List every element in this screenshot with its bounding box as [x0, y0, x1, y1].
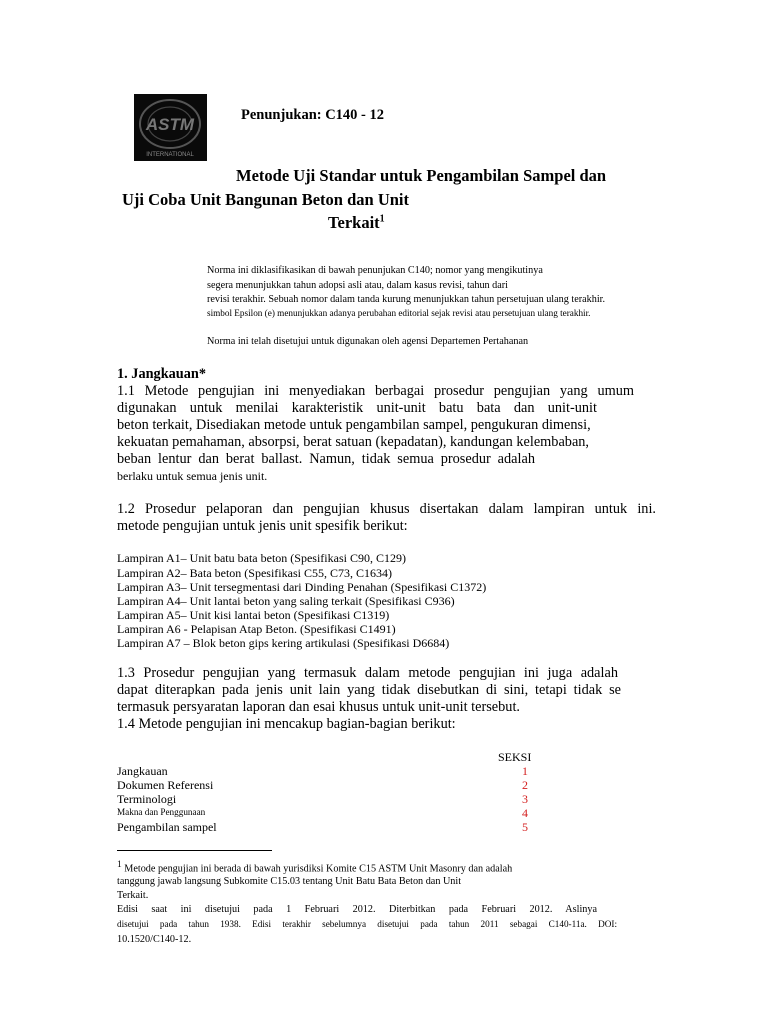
footnote-mark: 1 — [117, 860, 122, 870]
astm-logo-icon — [134, 94, 207, 161]
para-1-1-line: kekuatan pemahaman, absorpsi, berat satuan (kepadatan), kandungan kelembaban, — [117, 434, 590, 450]
para-1-1-line: beban lentur dan berat ballast. Namun, tidak semua prosedur adalah — [117, 451, 535, 467]
footnote-line-1 — [117, 860, 512, 874]
annex-item: Lampiran A6 - Pelapisan Atap Beton. (Spesifikasi C1491) — [117, 622, 396, 636]
section-heading: 1. Jangkauan* — [117, 366, 206, 382]
footnote-line-4: Edisi saat ini disetujui pada 1 Februari 2012. Diterbitkan pada Februari 2012. Aslinya — [117, 904, 597, 915]
toc-label: Dokumen Referensi — [117, 778, 214, 792]
toc-number: 4 — [522, 806, 528, 820]
note-line-3: revisi terakhir. Sebuah nomor dalam tanda kurung menunjukkan tahun persetujuan ulang terakhir. — [207, 294, 606, 305]
toc-number: 5 — [522, 820, 528, 834]
title-word: Terkait — [328, 213, 380, 232]
para-1-1-line: berlaku untuk semua jenis unit. — [117, 469, 268, 483]
designation: Penunjukan: C140 - 12 — [241, 107, 385, 123]
toc-header: SEKSI — [498, 750, 532, 764]
para-1-2-line: 1.2 Prosedur pelaporan dan pengujian khusus disertakan dalam lampiran untuk ini. — [117, 501, 656, 517]
annex-item: Lampiran A3– Unit tersegmentasi dari Dinding Penahan (Spesifikasi C1372) — [117, 580, 487, 594]
toc-number: 2 — [522, 778, 528, 792]
footnote-line-5: disetujui pada tahun 1938. Edisi terakhir sebelumnya disetujui pada tahun 2011 sebagai C140-11a. DOI: — [117, 919, 617, 929]
toc-number: 3 — [522, 792, 528, 806]
toc-label: Pengambilan sampel — [117, 820, 217, 834]
approval-note: Norma ini telah disetujui untuk digunakan oleh agensi Departemen Pertahanan — [207, 336, 529, 347]
footnote-line-2: tanggung jawab langsung Subkomite C15.03 tentang Unit Batu Bata Beton dan Unit — [117, 876, 462, 887]
annex-item: Lampiran A2– Bata beton (Spesifikasi C55, C73, C1634) — [117, 566, 392, 580]
annex-item: Lampiran A7 – Blok beton gips kering artikulasi (Spesifikasi D6684) — [117, 636, 450, 650]
astm-logo — [134, 94, 207, 161]
para-1-3-line: dapat diterapkan pada jenis unit lain yang tidak disebutkan di sini, tetapi tidak se — [117, 682, 621, 698]
annex-item: Lampiran A5– Unit kisi lantai beton (Spesifikasi C1319) — [117, 608, 390, 622]
para-1-3-line: termasuk persyaratan laporan dan esai khusus untuk unit-unit tersebut. — [117, 699, 520, 715]
note-line-4: simbol Epsilon (e) menunjukkan adanya perubahan editorial sejak revisi atau persetujuan ulang terakhir. — [207, 308, 591, 318]
logo-wordmark: ASTM — [145, 115, 195, 134]
toc-label: Terminologi — [117, 792, 177, 806]
note-line-1: Norma ini diklasifikasikan di bawah penunjukan C140; nomor yang mengikutinya — [207, 265, 543, 276]
footnote-text: Metode pengujian ini berada di bawah yurisdiksi Komite C15 ASTM Unit Masonry dan adalah — [124, 863, 513, 875]
title-line-3 — [328, 213, 385, 233]
para-1-1-line: 1.1 Metode pengujian ini menyediakan berbagai prosedur pengujian yang umum — [117, 383, 634, 399]
logo-subtext: INTERNATIONAL — [146, 152, 194, 158]
title-footnote-mark: 1 — [379, 213, 385, 225]
para-1-1-line: beton terkait, Disediakan metode untuk pengambilan sampel, pengukuran dimensi, — [117, 417, 591, 433]
para-1-3-line: 1.3 Prosedur pengujian yang termasuk dalam metode pengujian ini juga adalah — [117, 665, 618, 681]
toc-label: Makna dan Penggunaan — [117, 807, 206, 817]
footnote-line-3: Terkait. — [117, 890, 149, 901]
footnote-rule — [117, 850, 272, 851]
title-line-1: Metode Uji Standar untuk Pengambilan Sampel dan — [236, 166, 607, 185]
footnote-doi: 10.1520/C140-12. — [117, 934, 192, 945]
title-line-2: Uji Coba Unit Bangunan Beton dan Unit — [122, 190, 409, 209]
para-1-1-line: digunakan untuk menilai karakteristik unit-unit batu bata dan unit-unit — [117, 400, 597, 416]
toc-label: Jangkauan — [117, 764, 168, 778]
para-1-2-line: metode pengujian untuk jenis unit spesifik berikut: — [117, 518, 408, 534]
annex-item: Lampiran A1– Unit batu bata beton (Spesifikasi C90, C129) — [117, 551, 406, 565]
note-line-2: segera menunjukkan tahun adopsi asli atau, dalam kasus revisi, tahun dari — [207, 280, 509, 291]
toc-number: 1 — [522, 764, 528, 778]
annex-item: Lampiran A4– Unit lantai beton yang saling terkait (Spesifikasi C936) — [117, 594, 455, 608]
para-1-4: 1.4 Metode pengujian ini mencakup bagian-bagian berikut: — [117, 716, 456, 732]
